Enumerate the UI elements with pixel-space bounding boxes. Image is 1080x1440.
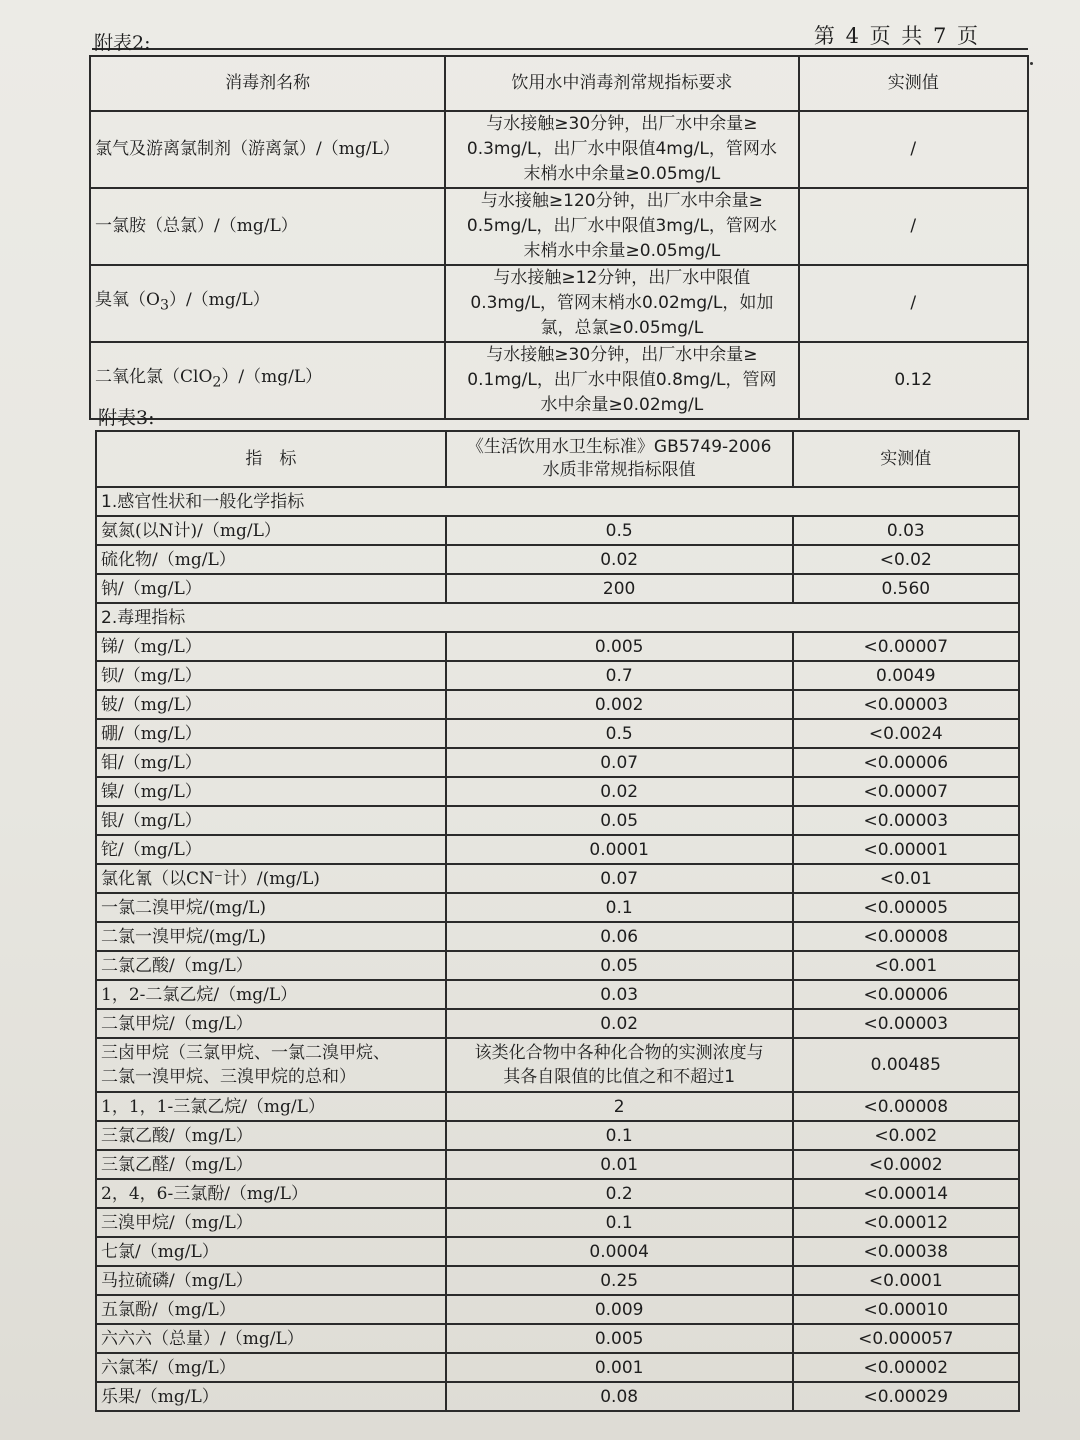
measured-value: <0.02 — [793, 545, 1019, 574]
column-header-limit — [446, 431, 793, 487]
requirement-line: 末梢水中余量≥0.05mg/L — [523, 241, 721, 261]
table-row — [96, 545, 1019, 574]
indicator-name: 三氯乙醛/（mg/L） — [96, 1150, 446, 1179]
requirement-line: 与水接触≥30分钟，出厂水中余量≥ — [486, 114, 758, 134]
table-row — [90, 265, 1028, 342]
table-row — [96, 864, 1019, 893]
measured-value: 0.03 — [793, 516, 1019, 545]
table-row — [96, 632, 1019, 661]
requirement-line: 0.3mg/L，出厂水中限值4mg/L，管网水 — [466, 139, 777, 159]
limit-line: 该类化合物中各种化合物的实测浓度与 — [474, 1043, 764, 1063]
limit-value: 0.03 — [446, 980, 793, 1009]
requirement-cell — [445, 111, 798, 188]
measured-value: <0.00007 — [793, 777, 1019, 806]
page-header — [92, 20, 1028, 54]
indicator-name: 镍/（mg/L） — [96, 777, 446, 806]
measured-value: <0.00002 — [793, 1353, 1019, 1382]
table-row — [96, 1295, 1019, 1324]
limit-value: 2 — [446, 1092, 793, 1121]
measured-value: <0.00008 — [793, 922, 1019, 951]
indicator-name: 氨氮(以N计)/（mg/L） — [96, 516, 446, 545]
name-subscript: 3 — [159, 297, 169, 314]
requirement-line: 0.5mg/L，出厂水中限值3mg/L，管网水 — [466, 216, 777, 236]
table-row — [96, 951, 1019, 980]
limit-value: 0.005 — [446, 1324, 793, 1353]
measured-value: / — [799, 111, 1028, 188]
table-row — [96, 1150, 1019, 1179]
limit-value: 0.25 — [446, 1266, 793, 1295]
requirement-line: 与水接触≥30分钟，出厂水中余量≥ — [486, 345, 758, 365]
requirement-line: 末梢水中余量≥0.05mg/L — [523, 164, 721, 184]
section-row — [96, 487, 1019, 516]
indicator-name: 三氯乙酸/（mg/L） — [96, 1121, 446, 1150]
table-row — [96, 1208, 1019, 1237]
table-row — [96, 777, 1019, 806]
limit-value: 0.05 — [446, 951, 793, 980]
limit-value: 0.06 — [446, 922, 793, 951]
indicator-name: 银/（mg/L） — [96, 806, 446, 835]
limit-value: 0.1 — [446, 1121, 793, 1150]
measured-value: <0.00007 — [793, 632, 1019, 661]
indicator-name: 马拉硫磷/（mg/L） — [96, 1266, 446, 1295]
indicator-name: 三溴甲烷/（mg/L） — [96, 1208, 446, 1237]
limit-value: 0.07 — [446, 864, 793, 893]
measured-value: <0.0024 — [793, 719, 1019, 748]
indicator-name: 乐果/（mg/L） — [96, 1382, 446, 1411]
appendix3-label: 附表3: — [98, 407, 155, 429]
indicator-name: 铊/（mg/L） — [96, 835, 446, 864]
limit-value: 0.0004 — [446, 1237, 793, 1266]
table-header-row — [96, 431, 1019, 487]
indicator-name: 锑/（mg/L） — [96, 632, 446, 661]
limit-value: 0.001 — [446, 1353, 793, 1382]
table-row — [96, 1038, 1019, 1092]
requirement-line: 氯，总氯≥0.05mg/L — [540, 318, 704, 338]
indicator-name: 氯化氰（以CN⁻计）/(mg/L) — [96, 864, 446, 893]
measured-value: <0.00006 — [793, 748, 1019, 777]
section-row — [96, 603, 1019, 632]
indicator-name: 1，1，1-三氯乙烷/（mg/L） — [96, 1092, 446, 1121]
requirement-cell — [445, 342, 798, 419]
limit-value: 0.07 — [446, 748, 793, 777]
measured-value: <0.00003 — [793, 806, 1019, 835]
measured-value: / — [799, 188, 1028, 265]
measured-value: <0.0002 — [793, 1150, 1019, 1179]
speck-mark — [1030, 62, 1033, 65]
table-row — [96, 835, 1019, 864]
indicator-name — [96, 1038, 446, 1092]
indicator-name: 二氯甲烷/（mg/L） — [96, 1009, 446, 1038]
measured-value: <0.00001 — [793, 835, 1019, 864]
indicator-name: 七氯/（mg/L） — [96, 1237, 446, 1266]
limit-value: 0.02 — [446, 545, 793, 574]
limit-value: 0.5 — [446, 719, 793, 748]
indicator-name: 六六六（总量）/（mg/L） — [96, 1324, 446, 1353]
limit-value: 0.005 — [446, 632, 793, 661]
limit-value: 200 — [446, 574, 793, 603]
column-header-indicator: 指 标 — [96, 431, 446, 487]
table-row — [96, 661, 1019, 690]
limit-value: 0.009 — [446, 1295, 793, 1324]
limit-line: 其各自限值的比值之和不超过1 — [503, 1067, 736, 1087]
indicator-name: 六氯苯/（mg/L） — [96, 1353, 446, 1382]
measured-value: / — [799, 265, 1028, 342]
table-row — [96, 1353, 1019, 1382]
requirement-line: 水中余量≥0.02mg/L — [540, 395, 704, 415]
measured-value: <0.00014 — [793, 1179, 1019, 1208]
table-row — [96, 922, 1019, 951]
indicator-name: 钡/（mg/L） — [96, 661, 446, 690]
table-row — [90, 111, 1028, 188]
limit-header-line: 水质非常规指标限值 — [542, 460, 696, 480]
table-row — [96, 1266, 1019, 1295]
limit-value: 0.02 — [446, 777, 793, 806]
column-header-disinfectant: 消毒剂名称 — [90, 56, 445, 111]
limit-value: 0.08 — [446, 1382, 793, 1411]
table-row — [90, 188, 1028, 265]
name-main: 二氧化氯（ClO — [95, 367, 213, 388]
table-row — [96, 719, 1019, 748]
limit-value: 0.2 — [446, 1179, 793, 1208]
disinfectant-table — [89, 55, 1029, 420]
table-row — [96, 806, 1019, 835]
indicator-name: 硫化物/（mg/L） — [96, 545, 446, 574]
column-header-requirement: 饮用水中消毒剂常规指标要求 — [445, 56, 798, 111]
measured-value: <0.00010 — [793, 1295, 1019, 1324]
limit-value: 0.002 — [446, 690, 793, 719]
table-row — [96, 574, 1019, 603]
name-subscript: 2 — [212, 374, 222, 391]
name-tail: ）/（mg/L） — [168, 290, 270, 311]
requirement-line: 0.3mg/L，管网末梢水0.02mg/L，如加 — [470, 293, 774, 313]
limit-value — [446, 1038, 793, 1092]
indicator-name: 五氯酚/（mg/L） — [96, 1295, 446, 1324]
table-row — [96, 516, 1019, 545]
table-body — [96, 431, 1019, 1411]
limit-value: 0.0001 — [446, 835, 793, 864]
disinfectant-name: 氯气及游离氯制剂（游离氯）/（mg/L） — [90, 111, 445, 188]
limit-value: 0.1 — [446, 1208, 793, 1237]
indicator-name: 一氯二溴甲烷/(mg/L) — [96, 893, 446, 922]
table-row — [90, 342, 1028, 419]
measured-value: <0.00038 — [793, 1237, 1019, 1266]
measured-value: <0.01 — [793, 864, 1019, 893]
indicator-name: 二氯乙酸/（mg/L） — [96, 951, 446, 980]
section-heading: 1.感官性状和一般化学指标 — [96, 487, 1019, 516]
measured-value: <0.00005 — [793, 893, 1019, 922]
requirement-cell — [445, 188, 798, 265]
table-header-row — [90, 56, 1028, 111]
column-header-measured: 实测值 — [799, 56, 1028, 111]
limit-value: 0.01 — [446, 1150, 793, 1179]
table-row — [96, 1324, 1019, 1353]
measured-value: <0.00003 — [793, 690, 1019, 719]
table-row — [96, 1092, 1019, 1121]
indicator-name: 二氯一溴甲烷/(mg/L) — [96, 922, 446, 951]
measured-value: <0.000057 — [793, 1324, 1019, 1353]
table-row — [96, 690, 1019, 719]
indicator-line: 三卤甲烷（三氯甲烷、一氯二溴甲烷、 — [101, 1043, 390, 1063]
indicator-name: 1，2-二氯乙烷/（mg/L） — [96, 980, 446, 1009]
non-routine-indicator-table — [95, 430, 1020, 1412]
measured-value: <0.00012 — [793, 1208, 1019, 1237]
measured-value: <0.002 — [793, 1121, 1019, 1150]
measured-value: 0.12 — [799, 342, 1028, 419]
limit-value: 0.02 — [446, 1009, 793, 1038]
indicator-name: 钼/（mg/L） — [96, 748, 446, 777]
measured-value: <0.00029 — [793, 1382, 1019, 1411]
limit-value: 0.5 — [446, 516, 793, 545]
limit-value: 0.1 — [446, 893, 793, 922]
limit-header-line: 《生活饮用水卫生标准》GB5749-2006 — [466, 437, 772, 457]
appendix2-label: 附表2: — [94, 32, 151, 54]
indicator-name: 2，4，6-三氯酚/（mg/L） — [96, 1179, 446, 1208]
limit-value: 0.05 — [446, 806, 793, 835]
page-number: 第 4 页 共 7 页 — [813, 24, 980, 48]
measured-value: <0.001 — [793, 951, 1019, 980]
section-heading: 2.毒理指标 — [96, 603, 1019, 632]
indicator-name: 硼/（mg/L） — [96, 719, 446, 748]
indicator-name: 铍/（mg/L） — [96, 690, 446, 719]
measured-value: <0.00003 — [793, 1009, 1019, 1038]
measured-value: <0.0001 — [793, 1266, 1019, 1295]
measured-value: <0.00006 — [793, 980, 1019, 1009]
limit-value: 0.7 — [446, 661, 793, 690]
requirement-cell — [445, 265, 798, 342]
requirement-line: 与水接触≥120分钟，出厂水中余量≥ — [480, 191, 763, 211]
disinfectant-name — [90, 265, 445, 342]
table-row — [96, 893, 1019, 922]
measured-value: <0.00008 — [793, 1092, 1019, 1121]
table-row — [96, 980, 1019, 1009]
table-row — [96, 1009, 1019, 1038]
name-main: 臭氧（O — [95, 290, 160, 311]
table-row — [96, 1382, 1019, 1411]
measured-value: 0.00485 — [793, 1038, 1019, 1092]
column-header-measured: 实测值 — [793, 431, 1019, 487]
table-row — [96, 1121, 1019, 1150]
measured-value: 0.0049 — [793, 661, 1019, 690]
table-row — [96, 1237, 1019, 1266]
disinfectant-name: 一氯胺（总氯）/（mg/L） — [90, 188, 445, 265]
requirement-line: 0.1mg/L，出厂水中限值0.8mg/L，管网 — [467, 370, 777, 390]
indicator-line: 二氯一溴甲烷、三溴甲烷的总和） — [101, 1067, 356, 1087]
indicator-name: 钠/（mg/L） — [96, 574, 446, 603]
table-row — [96, 748, 1019, 777]
requirement-line: 与水接触≥12分钟，出厂水中限值 — [493, 268, 751, 288]
table-row — [96, 1179, 1019, 1208]
measured-value: 0.560 — [793, 574, 1019, 603]
name-tail: ）/（mg/L） — [221, 367, 323, 388]
